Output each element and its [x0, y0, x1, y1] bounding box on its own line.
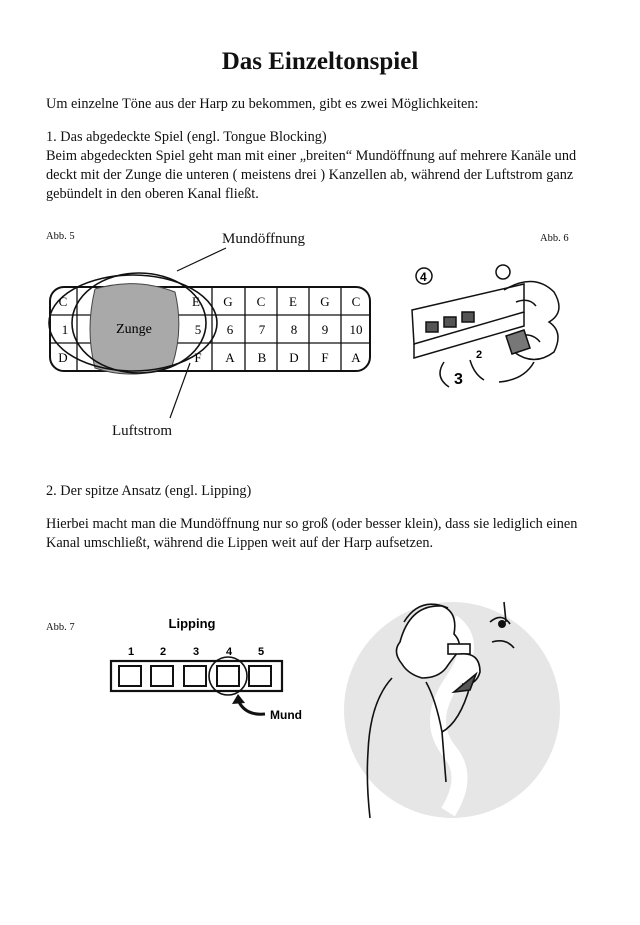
- lipping-hole-number: 4: [225, 646, 233, 658]
- lipping-hole-number: 1: [127, 646, 135, 658]
- top-note: C: [58, 294, 68, 309]
- top-note: C: [256, 294, 266, 309]
- player-harmonica: [448, 644, 470, 654]
- section2-line2: Kanal umschließt, während die Lippen weit auf der Harp aufsetzen.: [46, 535, 434, 551]
- section1-line1: Beim abgedeckten Spiel geht man mit einer „breiten“ Mundöffnung auf mehrere Kanäle und: [46, 148, 577, 164]
- lipping-hole: [184, 666, 206, 686]
- player-illustration: [330, 582, 580, 832]
- bottom-note: F: [321, 350, 329, 365]
- top-note: G: [223, 294, 233, 309]
- figure5-caption: Abb. 5: [46, 231, 75, 242]
- figure7-caption: Abb. 7: [46, 622, 75, 633]
- figure5-label-air: Luftstrom: [112, 423, 172, 439]
- intro-text: Um einzelne Töne aus der Harp zu bekommen, gibt es zwei Möglichkeiten:: [46, 96, 479, 112]
- lipping-hole: [151, 666, 173, 686]
- bottom-note: A: [225, 350, 235, 365]
- lipping-hole-number: 3: [192, 646, 200, 658]
- marker-2: 2: [476, 349, 483, 361]
- bottom-note: D: [58, 350, 68, 365]
- figure6-caption: Abb. 6: [540, 233, 569, 244]
- hole-number: 8: [290, 322, 298, 337]
- hole-number: 10: [349, 322, 363, 337]
- top-note: E: [192, 294, 200, 309]
- lipping-hole-number: 5: [257, 646, 265, 658]
- hole-number: 7: [258, 322, 266, 337]
- hole-number: 9: [321, 322, 329, 337]
- hole-number: 5: [194, 322, 202, 337]
- section1-heading: 1. Das abgedeckte Spiel (engl. Tongue Blocking): [46, 129, 327, 145]
- section1-line3: gebündelt in den oberen Kanal fließt.: [46, 186, 259, 202]
- figure5-label-mouth: Mundöffnung: [222, 231, 306, 247]
- section1-line2: deckt mit der Zunge die unteren ( meistens drei ) Kanzellen ab, während der Luftstrom ganz: [46, 167, 574, 183]
- bottom-note: A: [351, 350, 361, 365]
- bottom-note: D: [289, 350, 299, 365]
- tongue-label: Zunge: [116, 322, 152, 337]
- lipping-hole-number: 2: [159, 646, 167, 658]
- lipping-hole: [249, 666, 271, 686]
- mouth-arrowhead: [232, 694, 245, 704]
- lipping-hole: [217, 666, 239, 686]
- hole-number: 6: [226, 322, 234, 337]
- lipping-title: Lipping: [168, 616, 216, 631]
- section2-heading: 2. Der spitze Ansatz (engl. Lipping): [46, 483, 252, 499]
- top-note: G: [320, 294, 330, 309]
- note-head: [498, 620, 506, 628]
- bottom-note: B: [257, 350, 267, 365]
- page-title: Das Einzeltonspiel: [221, 48, 419, 75]
- section2-line1: Hierbei macht man die Mundöffnung nur so groß (oder besser klein), dass sie lediglich einen: [46, 516, 578, 532]
- bottom-note: F: [194, 350, 202, 365]
- lipping-mouth-label: Mund: [270, 708, 302, 722]
- marker-3: 3: [454, 371, 463, 388]
- top-note: E: [289, 294, 297, 309]
- lipping-hole: [119, 666, 141, 686]
- hole-number: 1: [61, 322, 69, 337]
- top-note: C: [351, 294, 361, 309]
- marker-4: 4: [420, 270, 427, 284]
